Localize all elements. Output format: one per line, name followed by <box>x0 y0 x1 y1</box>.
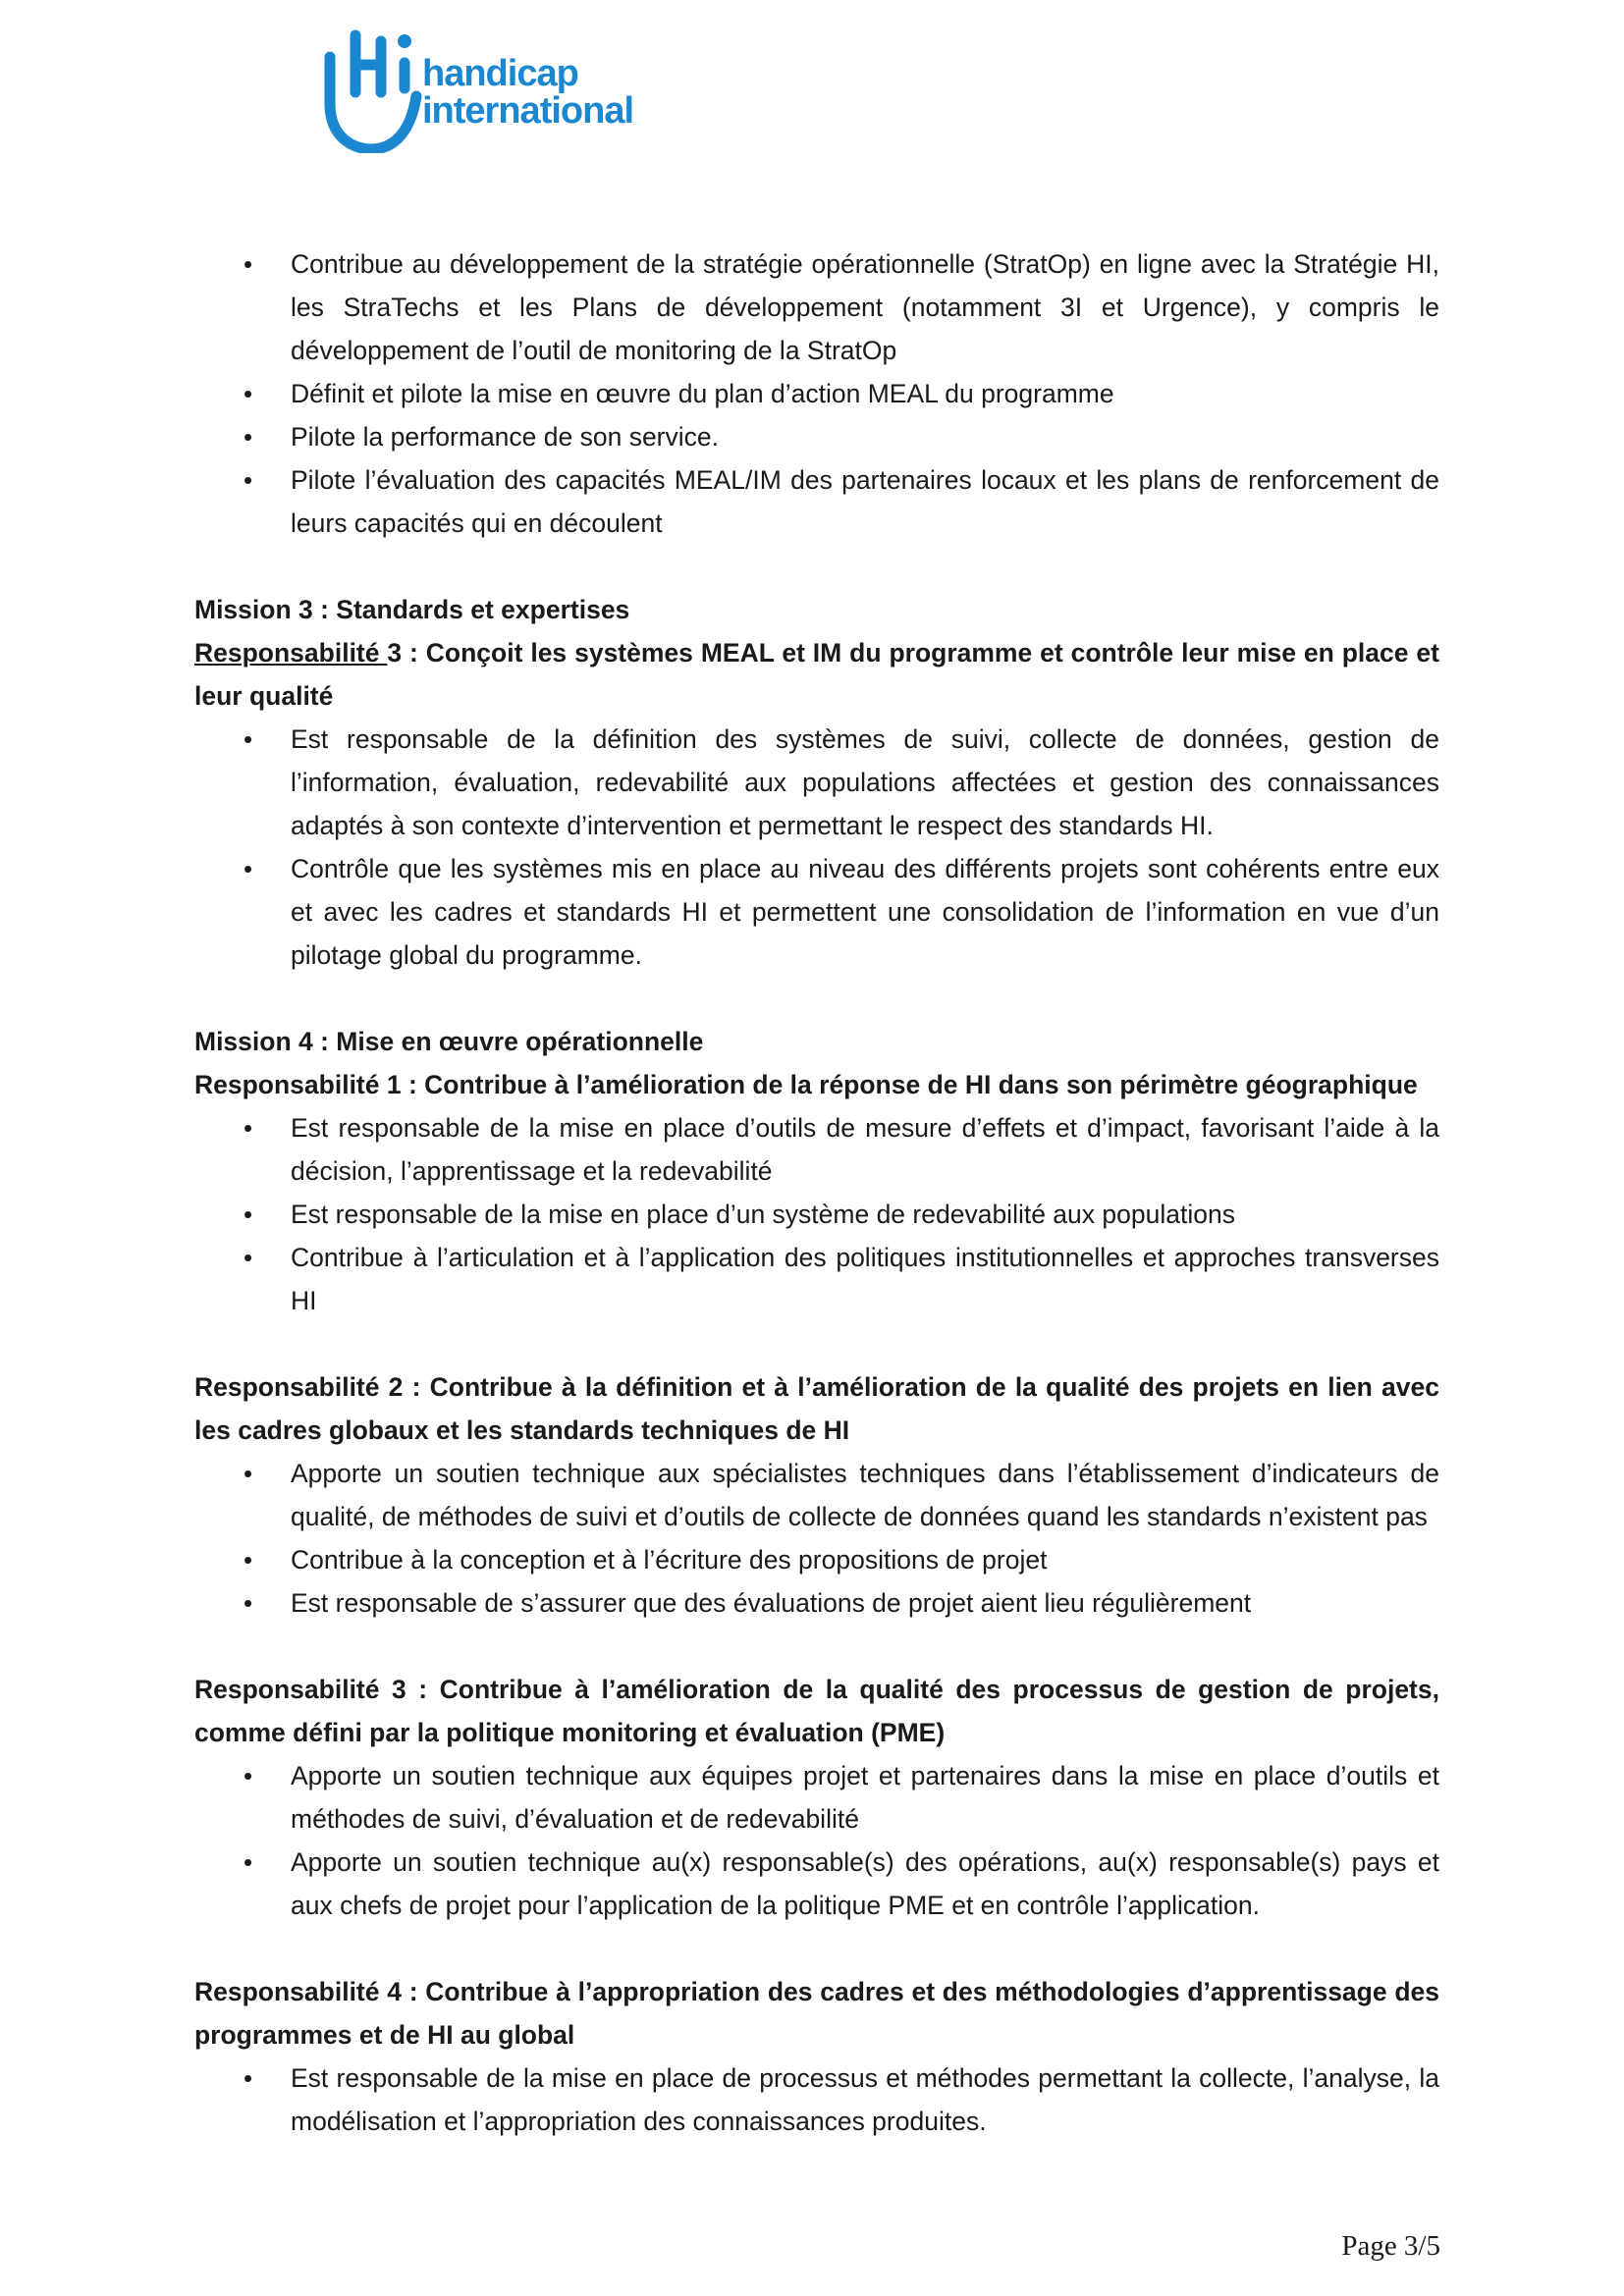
spacer <box>194 977 1439 1020</box>
list-item: • Pilote l’évaluation des capacités MEAL/IM des partenaires locaux et les plans de renforcement de leurs capacités qui en découlent <box>194 458 1439 545</box>
logo-wordmark <box>422 55 633 130</box>
list-item: • Est responsable de la mise en place d’un système de redevabilité aux populations <box>194 1193 1439 1236</box>
responsibility-2-heading: Responsabilité 2 : Contribue à la définition et à l’amélioration de la qualité des projets en lien avec les cadres globaux et les standards techniques de HI <box>194 1372 1439 1445</box>
responsibility-label: Responsabilité <box>194 638 388 667</box>
logo-line-1: handicap <box>422 53 578 94</box>
list-item: • Est responsable de la mise en place d’outils de mesure d’effets et d’impact, favorisant l’aide à la décision, l’apprentissage et la redevabilité <box>194 1106 1439 1193</box>
mission-3-responsibility-heading <box>194 631 1439 718</box>
responsibility-text: 3 : Conçoit les systèmes MEAL et IM du programme et contrôle leur mise en place et leur qualité <box>194 638 1439 711</box>
hi-hand-icon <box>320 27 422 153</box>
spacer <box>194 1322 1439 1365</box>
responsibility-3-heading: Responsabilité 3 : Contribue à l’amélioration de la qualité des processus de gestion de projets, comme défini par la politique monitoring et évaluation (PME) <box>194 1675 1439 1747</box>
mission-4-title: Mission 4 : Mise en œuvre opérationnelle <box>194 1027 704 1056</box>
logo-line-2: international <box>422 90 634 132</box>
list-item: • Est responsable de la mise en place de processus et méthodes permettant la collecte, l’analyse, la modélisation et l’appropriation des connaissances produites. <box>194 2056 1439 2143</box>
list-item: • Apporte un soutien technique aux spécialistes techniques dans l’établissement d’indicateurs de qualité, de méthodes de suivi et d’outils de collecte de données quand les standards n’existent pas <box>194 1452 1439 1538</box>
list-item: • Contribue à la conception et à l’écriture des propositions de projet <box>194 1538 1439 1581</box>
spacer <box>194 1625 1439 1668</box>
responsibility-2-bullet-list <box>194 1452 1439 1625</box>
responsibility-1-heading: Responsabilité 1 : Contribue à l’amélioration de la réponse de HI dans son périmètre géographique <box>194 1070 1418 1099</box>
list-item: • Apporte un soutien technique aux équipes projet et partenaires dans la mise en place d’outils et méthodes de suivi, d’évaluation et de redevabilité <box>194 1754 1439 1841</box>
intro-bullet-list <box>194 242 1439 545</box>
spacer <box>194 545 1439 588</box>
list-item: • Apporte un soutien technique au(x) responsable(s) des opérations, au(x) responsable(s) pays et aux chefs de projet pour l’application de la politique PME et en contrôle l’application. <box>194 1841 1439 1927</box>
list-item: • Est responsable de la définition des systèmes de suivi, collecte de données, gestion de l’information, évaluation, redevabilité aux populations affectées et gestion des connaissances adaptés à son contexte d’intervention et permettant le respect des standards HI. <box>194 718 1439 847</box>
mission-3-bullet-list <box>194 718 1439 977</box>
list-item: • Est responsable de s’assurer que des évaluations de projet aient lieu régulièrement <box>194 1581 1439 1625</box>
list-item: • Contrôle que les systèmes mis en place au niveau des différents projets sont cohérents entre eux et avec les cadres et standards HI et permettent une consolidation de l’information en vue d’un pilotage global du programme. <box>194 847 1439 977</box>
responsibility-1-bullet-list <box>194 1106 1439 1322</box>
list-item: • Définit et pilote la mise en œuvre du plan d’action MEAL du programme <box>194 372 1439 415</box>
list-item: • Contribue à l’articulation et à l’application des politiques institutionnelles et approches transverses HI <box>194 1236 1439 1322</box>
list-item: • Pilote la performance de son service. <box>194 415 1439 458</box>
spacer <box>194 1927 1439 1970</box>
document-body <box>194 242 1439 2143</box>
hi-logo <box>320 27 654 153</box>
responsibility-4-bullet-list <box>194 2056 1439 2143</box>
responsibility-4-heading: Responsabilité 4 : Contribue à l’appropriation des cadres et des méthodologies d’apprentissage des programmes et de HI au global <box>194 1977 1439 2050</box>
page-number: Page 3/5 <box>1341 2230 1440 2262</box>
responsibility-3-bullet-list <box>194 1754 1439 1927</box>
list-item: • Contribue au développement de la stratégie opérationnelle (StratOp) en ligne avec la Stratégie HI, les StraTechs et les Plans de développement (notamment 3I et Urgence), y compris le développement de l’outil de monitoring de la StratOp <box>194 242 1439 372</box>
mission-3-title: Mission 3 : Standards et expertises <box>194 595 630 624</box>
